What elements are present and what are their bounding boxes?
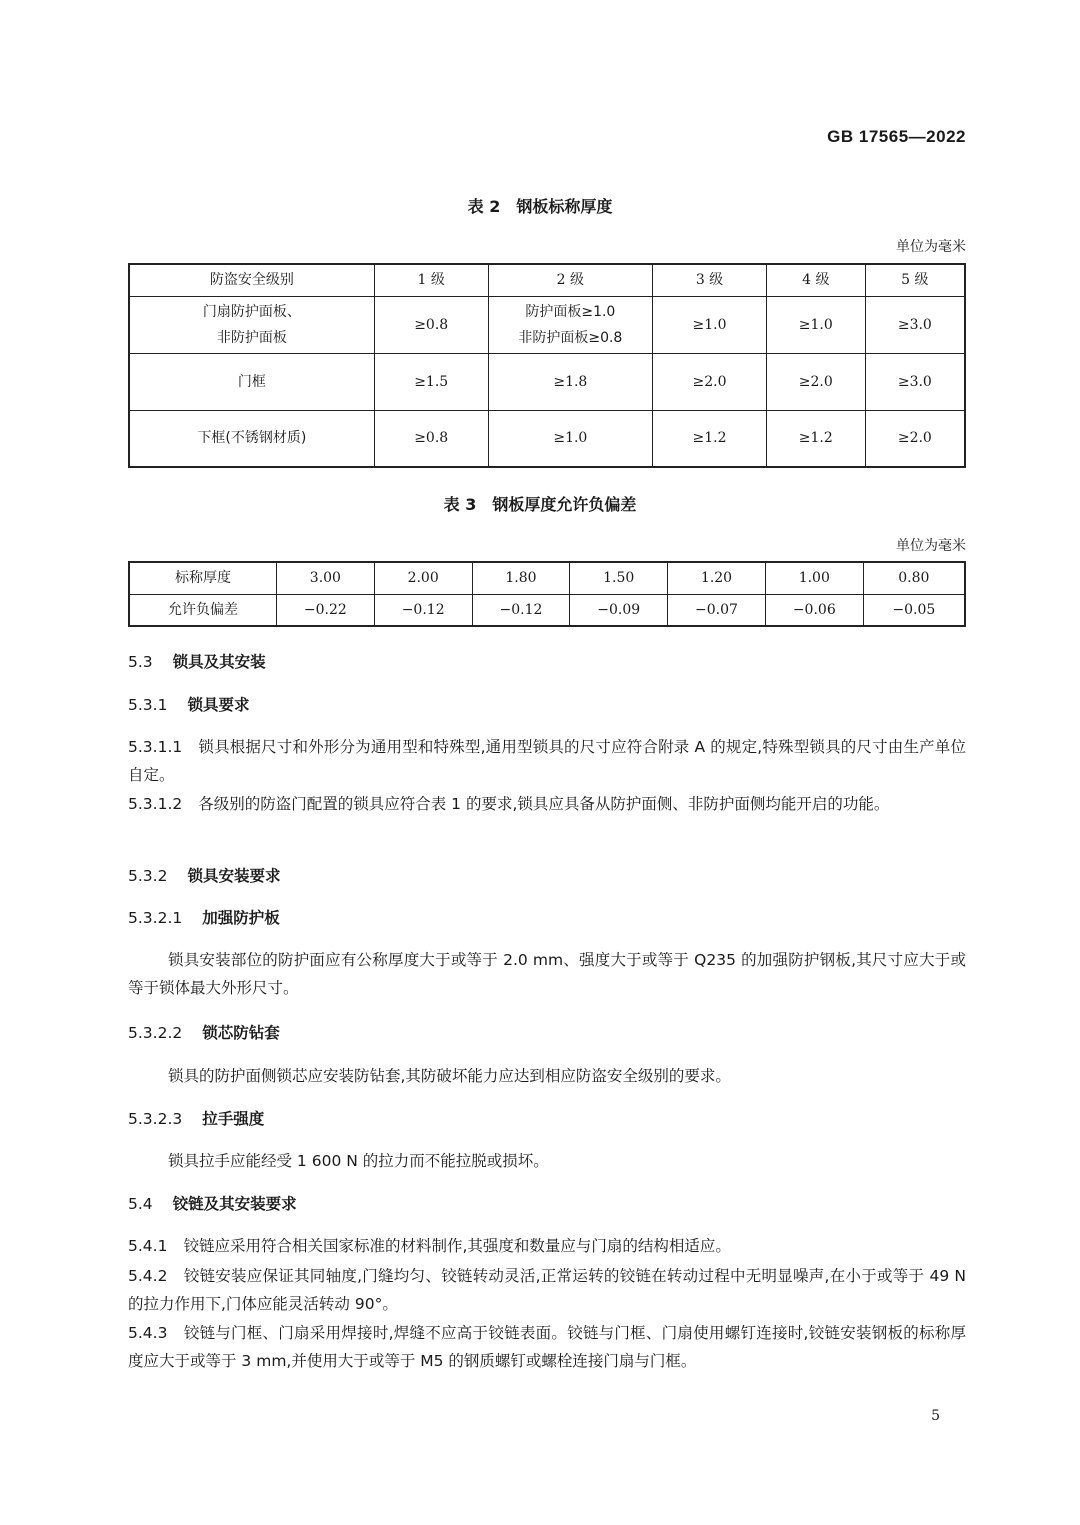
table2-header-cell: 1 级 [374, 264, 488, 296]
table-cell: 3.00 [276, 562, 374, 594]
paragraph: 锁具的防护面侧锁芯应安装防钻套,其防破坏能力应达到相应防盗安全级别的要求。 [168, 1067, 731, 1085]
table-cell: 1.80 [472, 562, 570, 594]
table3-caption: 表 3 钢板厚度允许负偏差 [443, 495, 637, 514]
table-cell: ≥0.8 [374, 410, 488, 467]
table-cell: ≥1.0 [766, 296, 865, 353]
table-cell: ≥1.5 [374, 353, 488, 410]
table-cell: ≥1.8 [488, 353, 653, 410]
table2-header-cell: 5 级 [865, 264, 965, 296]
table3-row-label: 允许负偏差 [129, 594, 276, 626]
section-number: 5.3.2.3 [128, 1110, 183, 1128]
table-cell: −0.06 [765, 594, 863, 626]
table-cell [488, 296, 653, 353]
table-row [129, 353, 965, 410]
section-heading [128, 1192, 297, 1214]
table-row [129, 296, 965, 353]
table-cell: −0.07 [668, 594, 766, 626]
section-title: 锁芯防钻套 [202, 1024, 280, 1042]
section-number: 5.3.2 [128, 867, 168, 885]
paragraph-text: 各级别的防盗门配置的锁具应符合表 1 的要求,锁具应具备从防护面侧、非防护面侧均能开启的功能。 [198, 795, 890, 813]
table-cell: 0.80 [863, 562, 965, 594]
section-heading [128, 1107, 264, 1129]
section-heading [128, 864, 280, 886]
paragraph [128, 1232, 966, 1260]
section-heading [128, 906, 280, 928]
table2-row-label [129, 296, 374, 353]
table2-caption: 表 2 钢板标称厚度 [467, 197, 613, 216]
table-cell: ≥2.0 [865, 410, 965, 467]
section-title: 铰链及其安装要求 [172, 1195, 297, 1213]
table-cell: ≥1.0 [653, 296, 767, 353]
table-cell: 1.20 [668, 562, 766, 594]
table-cell: ≥3.0 [865, 296, 965, 353]
label-line: 非防护面板 [216, 329, 287, 346]
table-cell: ≥1.2 [766, 410, 865, 467]
table2-header-cell: 4 级 [766, 264, 865, 296]
table2-header-cell: 3 级 [653, 264, 767, 296]
table-cell: −0.22 [276, 594, 374, 626]
table2-unit: 单位为毫米 [896, 239, 966, 255]
table-cell: ≥2.0 [653, 353, 767, 410]
table-cell: ≥2.0 [766, 353, 865, 410]
section-title: 锁具安装要求 [187, 867, 281, 885]
section-number: 5.3 [128, 653, 153, 671]
table-cell: ≥0.8 [374, 296, 488, 353]
paragraph-text: 锁具根据尺寸和外形分为通用型和特殊型,通用型锁具的尺寸应符合附录 A 的规定,特殊型锁具的尺寸由生产单位自定。 [128, 738, 966, 784]
section-heading [128, 1021, 280, 1043]
table-cell: −0.09 [570, 594, 668, 626]
section-number: 5.4.3 [128, 1324, 168, 1342]
table-cell: −0.12 [374, 594, 472, 626]
table3-row-label: 标称厚度 [129, 562, 276, 594]
table-row [129, 594, 965, 626]
section-number: 5.3.1 [128, 696, 168, 714]
table-cell: 1.00 [765, 562, 863, 594]
section-number: 5.3.1.1 [128, 738, 183, 756]
table3 [128, 561, 966, 627]
section-heading [128, 693, 249, 715]
paragraph [128, 1319, 966, 1375]
paragraph [128, 733, 966, 789]
table-cell: ≥3.0 [865, 353, 965, 410]
section-number: 5.3.2.1 [128, 909, 183, 927]
section-title: 锁具及其安装 [172, 653, 266, 671]
cell-line: 非防护面板≥0.8 [518, 329, 623, 346]
table-cell: −0.05 [863, 594, 965, 626]
table-cell: 1.50 [570, 562, 668, 594]
table2-header-row [129, 264, 965, 296]
label-line: 门扇防护面板、 [202, 303, 301, 320]
section-number: 5.4.1 [128, 1237, 168, 1255]
table2-header-cell: 2 级 [488, 264, 653, 296]
section-title: 加强防护板 [202, 909, 280, 927]
table-cell: ≥1.2 [653, 410, 767, 467]
section-title: 锁具要求 [187, 696, 250, 714]
section-number: 5.3.2.2 [128, 1024, 183, 1042]
table2-row-label: 下框(不锈钢材质) [129, 410, 374, 467]
table-cell: −0.12 [472, 594, 570, 626]
table2-header-cell: 防盗安全级别 [129, 264, 374, 296]
table-cell: ≥1.0 [488, 410, 653, 467]
document-id: GB 17565—2022 [827, 127, 966, 146]
section-number: 5.4 [128, 1195, 153, 1213]
paragraph-text: 铰链应采用符合相关国家标准的材料制作,其强度和数量应与门扇的结构相适应。 [183, 1237, 731, 1255]
paragraph-text: 铰链安装应保证其同轴度,门缝均匀、铰链转动灵活,正常运转的铰链在转动过程中无明显噪声,在小于或等于 49 N 的拉力作用下,门体应能灵活转动 90°。 [128, 1267, 966, 1313]
table-row [129, 410, 965, 467]
paragraph: 锁具安装部位的防护面应有公称厚度大于或等于 2.0 mm、强度大于或等于 Q235 的加强防护钢板,其尺寸应大于或等于锁体最大外形尺寸。 [128, 951, 966, 997]
cell-line: 防护面板≥1.0 [525, 303, 616, 320]
paragraph-text: 铰链与门框、门扇采用焊接时,焊缝不应高于铰链表面。铰链与门框、门扇使用螺钉连接时,铰链安装钢板的标称厚度应大于或等于 3 mm,并使用大于或等于 M5 的钢质螺钉或螺栓连接门扇与门框。 [128, 1324, 966, 1370]
table2 [128, 263, 966, 468]
table-row [129, 562, 965, 594]
table3-unit: 单位为毫米 [896, 538, 966, 554]
section-number: 5.3.1.2 [128, 795, 183, 813]
section-title: 拉手强度 [202, 1110, 265, 1128]
paragraph [128, 790, 966, 818]
paragraph: 锁具拉手应能经受 1 600 N 的拉力而不能拉脱或损坏。 [168, 1152, 549, 1170]
page-number: 5 [931, 1408, 940, 1424]
section-number: 5.4.2 [128, 1267, 168, 1285]
table2-row-label: 门框 [129, 353, 374, 410]
table-cell: 2.00 [374, 562, 472, 594]
paragraph [128, 1262, 966, 1318]
section-heading [128, 650, 266, 672]
